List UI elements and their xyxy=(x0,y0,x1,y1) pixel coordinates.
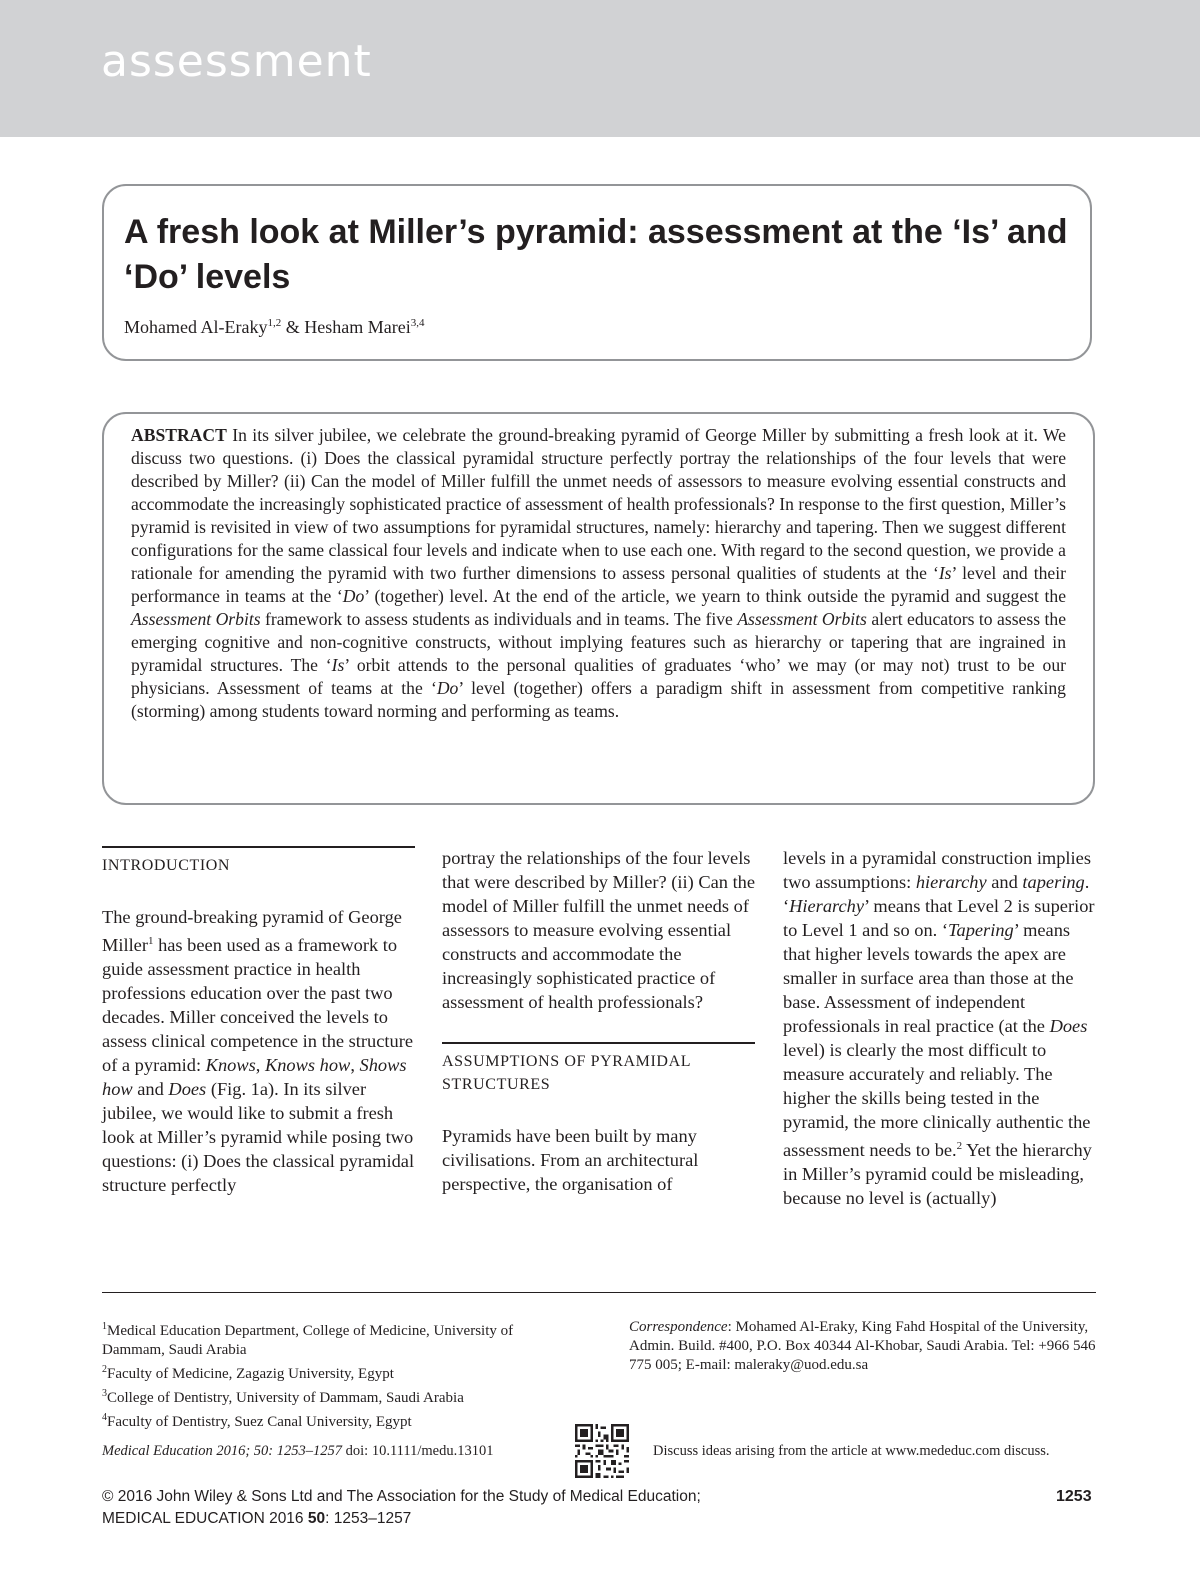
column-3 xyxy=(783,846,1098,1210)
section-label: assessment xyxy=(101,36,372,87)
affiliations xyxy=(102,1317,572,1432)
author-line xyxy=(124,312,424,338)
affiliation: $^3$College of Dentistry, University of Dammam, Saudi Arabia xyxy=(102,1388,464,1406)
abstract-text: ABSTRACT In its silver jubilee, we celebrate the ground-breaking pyramid of George Miller by submitting a fresh look at it. We discuss two questions. (i) Does the classical pyramidal structure perfectly portray the relationships of the four levels that were described by Miller? (ii) Can the model of Miller fulfill the unmet needs of assessors to measure evolving essential constructs and accommodate the increasingly sophisticated practice of assessment of health professionals? In response to the first question, Miller’s pyramid is revisited in view of two assumptions for pyramidal structures, namely: hierarchy and tapering. Then we suggest different configurations for the same classical four levels and indicate when to use each one. With regard to the second question, we provide a rationale for amending the pyramid with two further dimensions to assess personal qualities of students at the ‘Is’ level and their performance in teams at the ‘Do’ (together) level. At the end of the article, we yearn to think outside the pyramid and suggest the Assessment Orbits framework to assess students as individuals and in teams. The five Assessment Orbits alert educators to assess the emerging cognitive and non-cognitive constructs, without implying features such as hierarchy or tapering that are ingrained in pyramidal structures. The ‘Is’ orbit attends to the personal qualities of graduates ‘who’ we may (or may not) trust to be our physicians. Assessment of teams at the ‘Do’ level (together) offers a paradigm shift in assessment from competitive ranking (storming) among students toward norming and performing as teams. xyxy=(131,425,1067,721)
body-paragraph: portray the relationships of the four levels that were described by Miller? (ii) Can the model of Miller fulfill the unmet needs of assessors to measure evolving essential constructs and accommodate the increasingly sophisticated practice of assessment of health professionals? xyxy=(442,848,756,1012)
correspondence: Correspondence: Mohamed Al-Eraky, King Fahd Hospital of the University, Admin. Build. #400, P.O. Box 40344 Al-Khobar, Saudi Arabia. Tel: +966 546 775 005; E-mail: maleraky@uod.edu.sa xyxy=(629,1319,1096,1373)
affiliation: $^4$Faculty of Dentistry, Suez Canal University, Egypt xyxy=(102,1412,412,1430)
body-paragraph: levels in a pyramidal construction implies two assumptions: hierarchy and tapering. ‘Hierarchy’ means that Level 2 is superior to Level 1 and so on. ‘Tapering’ means that higher levels towards the apex are smaller in surface area than those at the base. Assessment of independent professionals in real practice (at the Does level) is clearly the most difficult to measure accurately and reliably. The higher the skills being tested in the pyramid, the more clinically authentic the assessment needs to be.$^2$ Yet the hierarchy in Miller’s pyramid could be misleading, because no level is (actually) xyxy=(783,848,1095,1209)
body-paragraph: The ground-breaking pyramid of George Miller$^1$ has been used as a framework to guide assessment practice in health professions education over the past two decades. Miller conceived the levels to assess clinical competence in the structure of a pyramid: Knows, Knows how, Shows how and Does (Fig. 1a). In its silver jubilee, we would like to submit a fresh look at Miller’s pyramid while posing two questions: (i) Does the classical pyramidal structure perfectly xyxy=(102,907,415,1196)
discussion-link[interactable]: Discuss ideas arising from the article at www.mededuc.com discuss. xyxy=(653,1443,1050,1459)
section-banner xyxy=(0,0,1200,137)
abstract-box xyxy=(102,412,1095,805)
reference-marker: 1 xyxy=(147,935,154,947)
author-affiliation-marker: 1,2 xyxy=(267,317,282,329)
title-box xyxy=(102,184,1092,361)
author-affiliation-marker: 3,4 xyxy=(410,317,425,329)
reference-marker: 2 xyxy=(956,1140,963,1152)
author-name: Hesham Marei xyxy=(304,317,411,337)
page-number: 1253 xyxy=(1056,1488,1092,1505)
abstract-label: ABSTRACT xyxy=(131,425,227,445)
column-1 xyxy=(102,846,417,1197)
footer-divider xyxy=(102,1292,1096,1293)
author-separator: & xyxy=(281,317,305,337)
section-heading: INTRODUCTION xyxy=(102,857,231,874)
journal-citation xyxy=(102,1442,493,1460)
column-2 xyxy=(442,846,757,1196)
copyright-notice: © 2016 John Wiley & Sons Ltd and The Association for the Study of Medical Education; MEDICAL EDUCATION 2016 50: 1253–1257 xyxy=(102,1488,701,1527)
body-paragraph: Pyramids have been built by many civilisations. From an architectural perspective, the organisation of xyxy=(442,1126,699,1194)
correspondence-label: Correspondence xyxy=(629,1319,728,1335)
section-rule xyxy=(442,1042,755,1044)
qr-code-icon[interactable] xyxy=(575,1424,629,1478)
journal-name: Medical Education 2016; 50: 1253–1257 xyxy=(102,1443,343,1459)
author-name: Mohamed Al-Eraky xyxy=(124,317,268,337)
affiliation: $^1$Medical Education Department, College of Medicine, University of Dammam, Saudi Arabia xyxy=(102,1321,514,1358)
doi[interactable]: doi: 10.1111/medu.13101 xyxy=(342,1443,494,1459)
article-title: A fresh look at Miller’s pyramid: assessment at the ‘Is’ and ‘Do’ levels xyxy=(124,213,1068,296)
section-heading: ASSUMPTIONS OF PYRAMIDAL STRUCTURES xyxy=(442,1053,691,1093)
affiliation: $^2$Faculty of Medicine, Zagazig University, Egypt xyxy=(102,1364,394,1382)
section-rule xyxy=(102,846,415,848)
